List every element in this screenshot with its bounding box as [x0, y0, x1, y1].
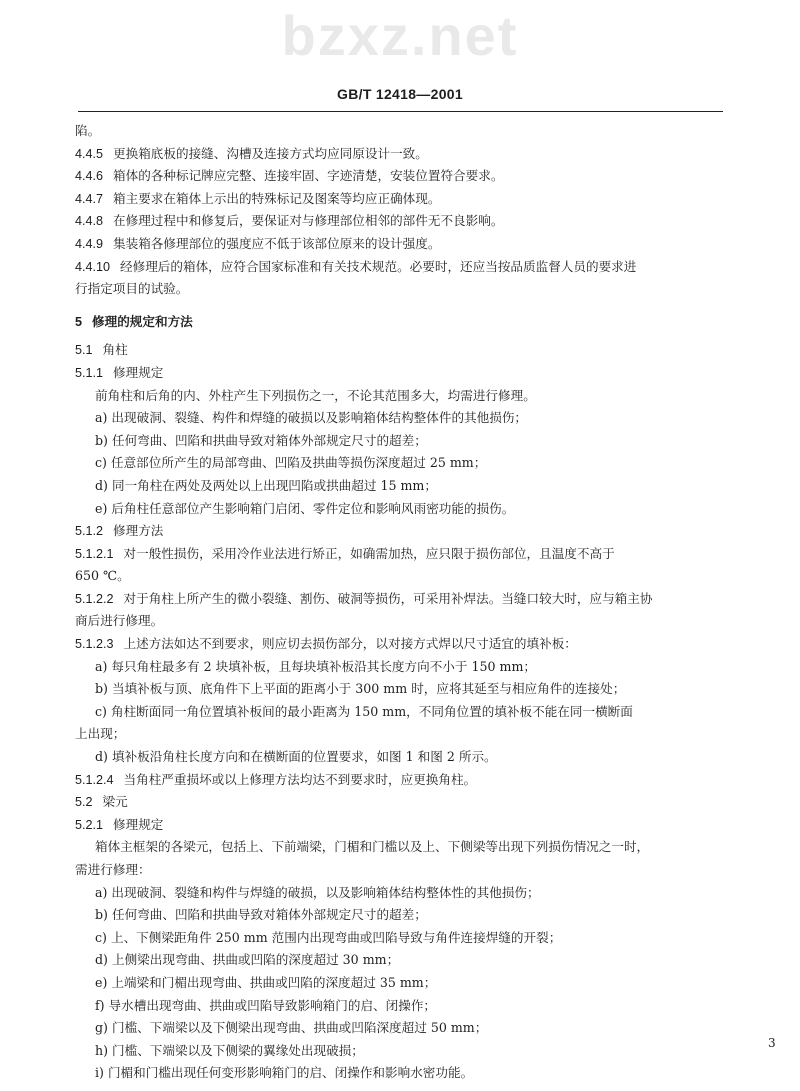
text-line	[75, 1062, 745, 1085]
clause-line	[75, 814, 745, 837]
clause-number: 5.2.1	[75, 817, 104, 832]
line-text: b) 任何弯曲、凹陷和拱曲导致对箱体外部规定尺寸的超差；	[95, 907, 427, 923]
clause-number: 5.2	[75, 795, 93, 810]
text-line	[75, 904, 745, 927]
line-text: 在修理过程中和修复后，要保证对与修理部位相邻的部件无不良影响。	[113, 213, 504, 229]
line-text: 对于角柱上所产生的微小裂缝、割伤、破洞等损伤，可采用补焊法。当缝口较大时，应与箱主协	[123, 590, 653, 606]
text-line	[75, 678, 745, 701]
line-text: 当角柱严重损坏或以上修理方法均达不到要求时，应更换角柱。	[123, 771, 477, 787]
clause-number: 4.4.5	[75, 146, 104, 161]
text-line	[75, 475, 745, 498]
text-line	[75, 120, 745, 143]
text-line	[75, 1040, 745, 1063]
clause-number: 5.1.2.1	[75, 546, 114, 561]
clause-line	[75, 233, 745, 256]
line-text: 行指定项目的试验。	[75, 281, 189, 297]
line-text: 梁元	[102, 794, 128, 810]
header-rule	[78, 111, 723, 112]
text-line	[75, 452, 745, 475]
line-text: 箱体主框架的各梁元，包括上、下前端梁，门楣和门槛以及上、下侧梁等出现下列损伤情况之一时，	[95, 839, 650, 855]
text-line	[75, 859, 745, 882]
clause-number: 5.1.2.3	[75, 637, 114, 652]
page-number: 3	[768, 1036, 776, 1050]
clause-number: 4.4.9	[75, 236, 104, 251]
text-line	[75, 407, 745, 430]
line-text: 箱体的各种标记牌应完整、连接牢固、字迹清楚，安装位置符合要求。	[113, 168, 504, 184]
line-text: 经修理后的箱体，应符合国家标准和有关技术规范。必要时，还应当按品质监督人员的要求进	[120, 258, 637, 274]
line-text: 角柱	[102, 342, 128, 358]
text-line	[75, 972, 745, 995]
line-text: a) 出现破洞、裂缝和构件与焊缝的破损，以及影响箱体结构整体性的其他损伤；	[95, 884, 540, 900]
text-line	[75, 723, 745, 746]
line-text: b) 当填补板与顶、底角件下上平面的距离小于 300 mm 时，应将其延至与相应角件的连接处；	[95, 681, 626, 697]
clause-line	[75, 769, 745, 792]
line-text: f) 导水槽出现弯曲、拱曲或凹陷导致影响箱门的启、闭操作；	[95, 997, 437, 1013]
text-line	[75, 385, 745, 408]
line-text: 修理的规定和方法	[92, 313, 193, 329]
line-text: d) 填补板沿角柱长度方向和在横断面的位置要求，如图 1 和图 2 所示。	[95, 749, 497, 765]
clause-number: 5.1.2.4	[75, 772, 114, 787]
text-line	[75, 278, 745, 301]
clause-number: 5.1	[75, 343, 93, 358]
watermark: bzxz.net	[281, 4, 519, 67]
document-body	[75, 120, 745, 1085]
line-text: 需进行修理：	[75, 862, 151, 877]
clause-number: 5	[75, 314, 83, 329]
clause-line	[75, 543, 745, 566]
line-text: e) 后角柱任意部位产生影响箱门启闭、零件定位和影响风雨密功能的损伤。	[95, 500, 515, 516]
line-text: 修理方法	[113, 523, 164, 539]
clause-number: 4.4.8	[75, 214, 104, 229]
text-line	[75, 882, 745, 905]
line-text: g) 门槛、下端梁以及下侧梁出现弯曲、拱曲或凹陷深度超过 50 mm；	[95, 1020, 488, 1036]
text-line	[75, 995, 745, 1018]
clause-line	[75, 588, 745, 611]
clause-line	[75, 633, 745, 656]
clause-line	[75, 165, 745, 188]
clause-number: 5.1.2	[75, 524, 104, 539]
line-text: e) 上端梁和门楣出现弯曲、拱曲或凹陷的深度超过 35 mm；	[95, 974, 437, 990]
line-text: c) 上、下侧梁距角件 250 mm 范围内出现弯曲或凹陷导致与角件连接焊缝的开裂；	[95, 929, 562, 945]
text-line	[75, 949, 745, 972]
line-text: 更换箱底板的接缝、沟槽及连接方式均应同原设计一致。	[113, 145, 428, 161]
clause-line	[75, 339, 745, 362]
clause-line	[75, 188, 745, 211]
text-line	[75, 498, 745, 521]
text-line	[75, 656, 745, 679]
line-text: 箱主要求在箱体上示出的特殊标记及图案等均应正确体现。	[113, 190, 441, 206]
line-text: 修理规定	[113, 816, 164, 832]
text-line	[75, 430, 745, 453]
text-line	[75, 565, 745, 588]
text-line	[75, 1017, 745, 1040]
clause-line	[75, 362, 745, 385]
line-text: 集装箱各修理部位的强度应不低于该部位原来的设计强度。	[113, 235, 441, 251]
clause-line	[75, 210, 745, 233]
line-text: 前角柱和后角的内、外柱产生下列损伤之一，不论其范围多大，均需进行修理。	[95, 387, 536, 403]
line-text: 上出现；	[75, 726, 126, 742]
clause-number: 5.1.2.2	[75, 591, 114, 606]
line-text: c) 任意部位所产生的局部弯曲、凹陷及拱曲等损伤深度超过 25 mm；	[95, 455, 487, 471]
clause-line	[75, 791, 745, 814]
document-header: GB/T 12418—2001	[337, 86, 463, 102]
clause-line	[75, 256, 745, 279]
text-line	[75, 610, 745, 633]
clause-number: 4.4.6	[75, 169, 104, 184]
text-line	[75, 701, 745, 724]
line-text: c) 角柱断面同一角位置填补板间的最小距离为 150 mm，不同角位置的填补板不能在同一横断面	[95, 703, 633, 719]
section-heading	[75, 311, 745, 334]
text-line	[75, 836, 745, 859]
clause-number: 4.4.10	[75, 259, 111, 274]
line-text: 650 ℃。	[75, 568, 130, 584]
line-text: 商后进行修理。	[75, 613, 164, 629]
line-text: 上述方法如达不到要求，则应切去损伤部分，以对接方式焊以尺寸适宜的填补板：	[123, 636, 577, 652]
clause-line	[75, 520, 745, 543]
line-text: a) 出现破洞、裂缝、构件和焊缝的破损以及影响箱体结构整体件的其他损伤；	[95, 410, 528, 426]
clause-number: 4.4.7	[75, 191, 104, 206]
clause-number: 5.1.1	[75, 365, 104, 380]
line-text: d) 同一角柱在两处及两处以上出现凹陷或拱曲超过 15 mm；	[95, 477, 437, 493]
text-line	[75, 927, 745, 950]
line-text: a) 每只角柱最多有 2 块填补板，且每块填补板沿其长度方向不小于 150 mm；	[95, 658, 536, 674]
line-text: 对一般性损伤，采用冷作业法进行矫正，如确需加热，应只限于损伤部位，且温度不高于	[123, 545, 615, 561]
clause-line	[75, 143, 745, 166]
text-line	[75, 746, 745, 769]
line-text: 陷。	[75, 123, 101, 138]
line-text: i) 门楣和门槛出现任何变形影响箱门的启、闭操作和影响水密功能。	[95, 1065, 474, 1081]
line-text: d) 上侧梁出现弯曲、拱曲或凹陷的深度超过 30 mm；	[95, 952, 400, 968]
line-text: b) 任何弯曲、凹陷和拱曲导致对箱体外部规定尺寸的超差；	[95, 432, 427, 448]
line-text: h) 门槛、下端梁以及下侧梁的翼缘处出现破损；	[95, 1042, 364, 1058]
line-text: 修理规定	[113, 364, 164, 380]
